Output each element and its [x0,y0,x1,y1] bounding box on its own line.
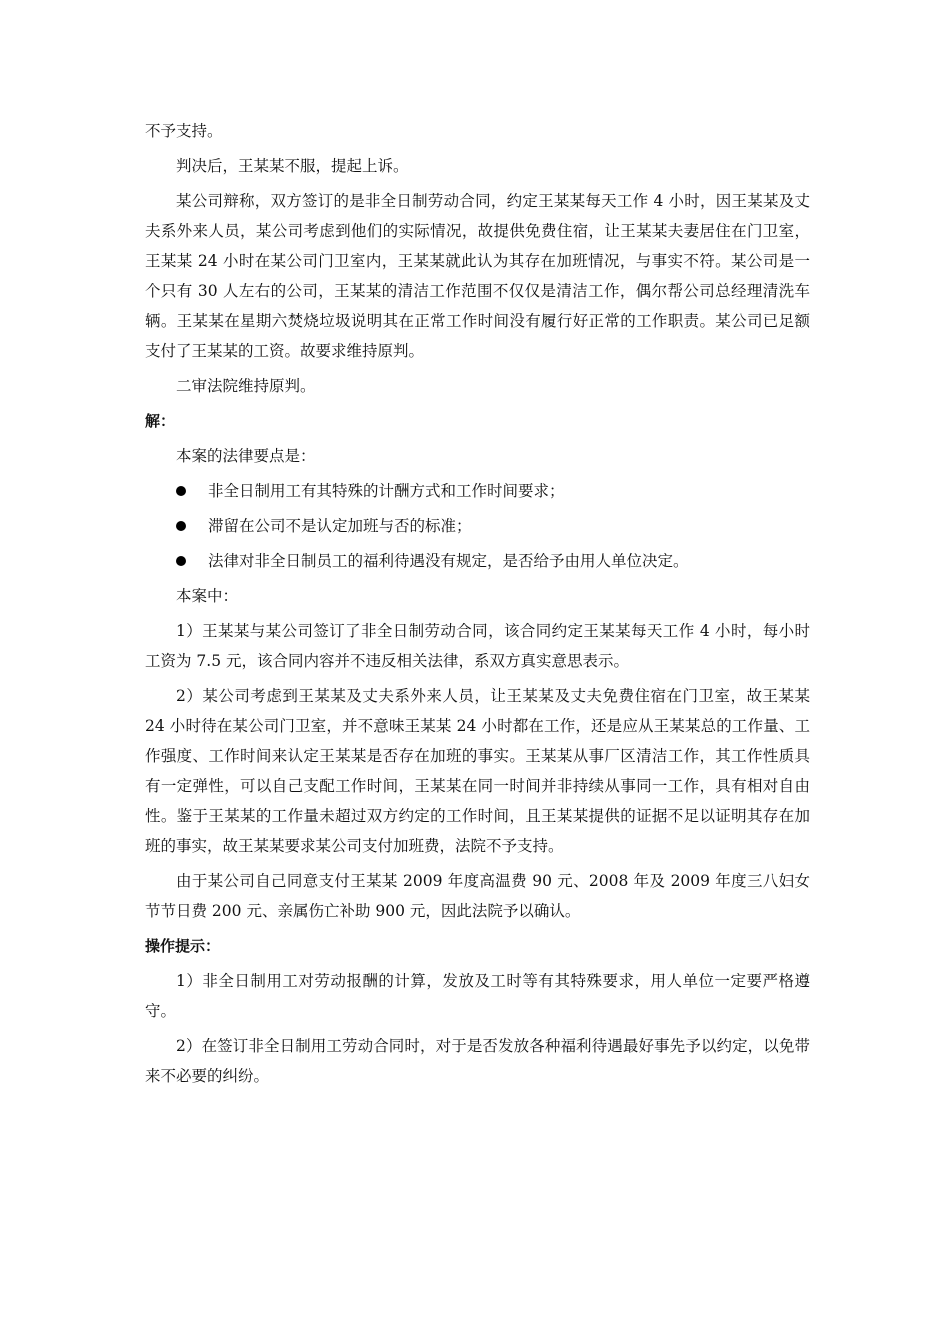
second-instance-paragraph: 二审法院维持原判。 [176,377,316,395]
bullet-dot-icon [176,486,186,496]
defense-paragraph: 某公司辩称，双方签订的是非全日制劳动合同，约定王某某每天工作 4 小时，因王某某及丈夫系外来人员，某公司考虑到他们的实际情况，故提供免费住宿，让王某某夫妻居住在门卫室，王某某 24 小时在某公司门卫室内，王某某就此认为其存在加班情况，与事实不符。某公司是一个只有 30 人左右的公司，王某某的清洁工作范围不仅仅是清洁工作，偶尔帮公司总经理清洗车辆。王某某在星期六焚烧垃圾说明其在正常工作时间没有履行好正常的工作职责。某公司已足额支付了王某某的工资。故要求维持原判。 [145,192,810,360]
opening-line: 不予支持。 [145,122,223,140]
tip-2: 2）在签订非全日制用工劳动合同时，对于是否发放各种福利待遇最好事先予以约定，以免带来不必要的纠纷。 [145,1037,810,1085]
tips-heading: 操作提示： [145,937,221,955]
judgment-paragraph: 判决后，王某某不服，提起上诉。 [176,157,409,175]
case-point-3: 由于某公司自己同意支付王某某 2009 年度高温费 90 元、2008 年及 2009 年度三八妇女节节日费 200 元、亲属伤亡补助 900 元，因此法院予以确认。 [145,872,810,920]
bullet-item [145,546,810,576]
bullet-item [145,511,810,541]
bullet-dot-icon [176,521,186,531]
bullet-text: 法律对非全日制员工的福利待遇没有规定，是否给予由用人单位决定。 [208,552,689,570]
analysis-heading: 解： [145,412,176,430]
case-intro: 本案中： [176,587,239,605]
bullet-item [145,476,810,506]
legal-points-intro: 本案的法律要点是： [176,447,316,465]
bullet-text: 非全日制用工有其特殊的计酬方式和工作时间要求； [208,482,565,500]
case-point-2: 2）某公司考虑到王某某及丈夫系外来人员，让王某某及丈夫免费住宿在门卫室，故王某某 24 小时待在某公司门卫室，并不意味王某某 24 小时都在工作，还是应从王某某总的工作量、工作强度、工作时间来认定王某某是否存在加班的事实。王某某从事厂区清洁工作，其工作性质具有一定弹性，可以自己支配工作时间，王某某在同一时间并非持续从事同一工作，具有相对自由性。鉴于王某某的工作量未超过双方约定的工作时间，且王某某提供的证据不足以证明其存在加班的事实，故王某某要求某公司支付加班费，法院不予支持。 [145,687,810,855]
bullet-text: 滞留在公司不是认定加班与否的标准； [208,517,472,535]
bullet-dot-icon [176,556,186,566]
case-point-1: 1）王某某与某公司签订了非全日制劳动合同，该合同约定王某某每天工作 4 小时，每小时工资为 7.5 元，该合同内容并不违反相关法律，系双方真实意思表示。 [145,622,810,670]
document-body [145,116,810,1096]
tip-1: 1）非全日制用工对劳动报酬的计算，发放及工时等有其特殊要求，用人单位一定要严格遵守。 [145,972,810,1020]
